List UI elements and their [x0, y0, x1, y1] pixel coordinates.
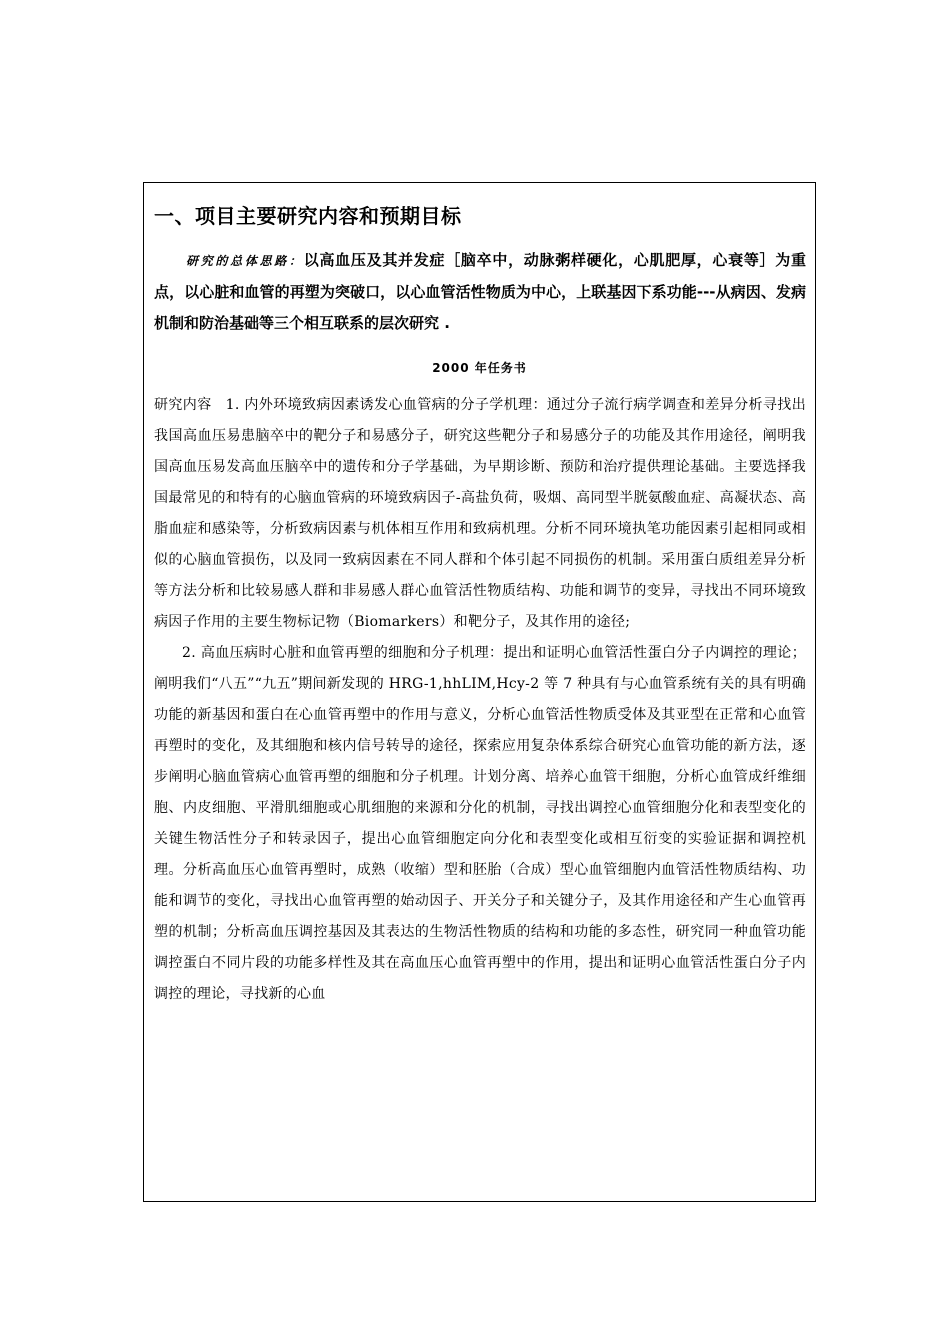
research-content-label: 研究内容 — [154, 397, 212, 413]
overall-idea-text: 以高血压及其并发症［脑卒中，动脉粥样硬化，心肌肥厚，心衰等］为重点，以心脏和血管的再塑为突破口，以心血管活性物质为中心，上联基因下系功能---从病因、发病机制和防治基础等三个相互联系的层次研究 . — [154, 251, 806, 332]
paragraph-1 — [154, 390, 806, 638]
paragraph-2: 2. 高血压病时心脏和血管再塑的细胞和分子机理：提出和证明心血管活性蛋白分子内调控的理论；阐明我们“八五”“九五”期间新发现的 HRG-1,hhLIM,Hcy-2 等 7 种具有与心血管系统有关的具有明确功能的新基因和蛋白在心血管再塑中的作用与意义，分析心血管活性物质受体及其亚型在正常和心血管再塑时的变化，及其细胞和核内信号转导的途径，探索应用复杂体系综合研究心血管功能的新方法，逐步阐明心脑血管病心血管再塑的细胞和分子机理。计划分离、培养心血管干细胞，分析心血管成纤维细胞、内皮细胞、平滑肌细胞或心肌细胞的来源和分化的机制，寻找出调控心血管细胞分化和表型变化的关键生物活性分子和转录因子，提出心血管细胞定向分化和表型变化或相互衍变的实验证据和调控机理。分析高血压心血管再塑时，成熟（收缩）型和胚胎（合成）型心血管细胞内血管活性物质结构、功能和调节的变化，寻找出心血管再塑的始动因子、开关分子和关键分子，及其作用途径和产生心血管再塑的机制；分析高血压调控基因及其表达的生物活性物质的结构和功能的多态性，研究同一种血管功能调控蛋白不同片段的功能多样性及其在高血压心血管再塑中的作用，提出和证明心血管活性蛋白分子内调控的理论，寻找新的心血 — [154, 645, 806, 1002]
task-title: 2000 年任务书 — [432, 361, 527, 375]
section-heading: 一、项目主要研究内容和预期目标 — [154, 204, 462, 228]
overall-idea — [154, 245, 806, 339]
overall-idea-label: 研究的总体思路： — [186, 254, 304, 268]
paragraph-1-text: 1. 内外环境致病因素诱发心血管病的分子学机理：通过分子流行病学调查和差异分析寻找出我国高血压易患脑卒中的靶分子和易感分子，研究这些靶分子和易感分子的功能及其作用途径，阐明我国高血压易发高血压脑卒中的遗传和分子学基础，为早期诊断、预防和治疗提供理论基础。主要选择我国最常见的和特有的心脑血管病的环境致病因子-高盐负荷，吸烟、高同型半胱氨酸血症、高凝状态、高脂血症和感染等，分析致病因素与机体相互作用和致病机理。分析不同环境执笔功能因素引起相同或相似的心脑血管损伤，以及同一致病因素在不同人群和个体引起不同损伤的机制。采用蛋白质组差异分析等方法分析和比较易感人群和非易感人群心血管活性物质结构、功能和调节的变异，寻找出不同环境致病因子作用的主要生物标记物（Biomarkers）和靶分子，及其作用的途径; — [154, 397, 806, 630]
content-frame — [143, 182, 816, 1202]
research-content — [154, 390, 806, 1010]
